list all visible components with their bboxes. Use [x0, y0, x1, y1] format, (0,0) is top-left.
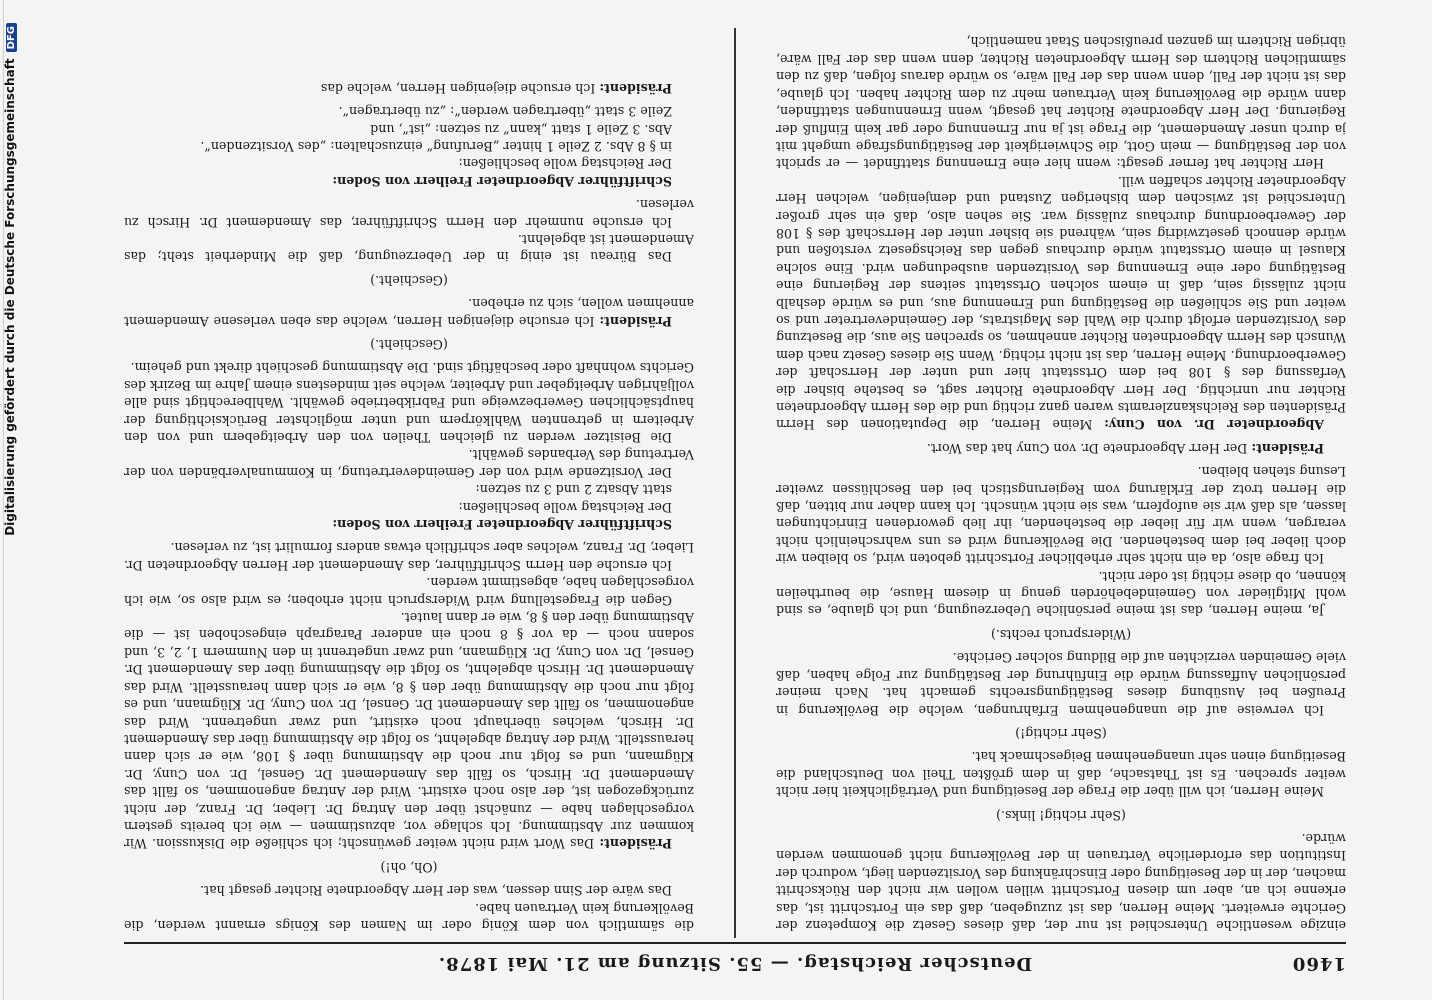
paragraph-text: Der Reichstag wolle beschließen: [458, 499, 672, 515]
paragraph-text: die sämmtlich von dem König oder im Namen des Königs ernannt werden, die Bevölkerung kein Vertrauen habe. [124, 900, 694, 933]
paragraph [776, 439, 1346, 456]
paragraph [776, 567, 1346, 619]
paragraph-text: Das wäre der Sinn dessen, was der Herr Abgeordnete Richter gesagt hat. [200, 883, 672, 899]
paragraph [776, 649, 1346, 719]
paragraph-text: in § 8 Abs. 2 Zeile 1 hinter „Berufung“ einzuschalten: „des Vorsitzenden“. [200, 138, 672, 154]
paragraph [124, 79, 694, 96]
paragraph [124, 138, 694, 155]
paragraph [776, 33, 1346, 172]
interjection [776, 626, 1346, 643]
paragraph [776, 463, 1346, 567]
credit-text: Digitalisierung gefördert durch die Deutsche Forschungsgemeinschaft [3, 58, 17, 536]
paragraph-text: einzige wesentliche Unterschied ist nur der, daß dieses Gesetz die Kompetenz der Gerichte erweitert. Meine Herren, das ist zuzugeben, daß das ein Fortschritt ist, das erkenne ich an, aber um diesen Fortschritt willen wollen wir nicht den Rückschritt machen, der in der Beseitigung oder Einschränkung des Vorsitzenden liegt, wodurch der Institution das erforderliche Vertrauen in der Bevölkerung nicht genommen werden würde. [776, 830, 1346, 933]
interjection [776, 725, 1346, 742]
paragraph-text: Ich ersuche den Herrn Schriftführer, das Amendement der Herren Abgeordneten Dr. Lieber, Dr. Franz, welches aber schriftlich etwas anders formulirt ist, zu verlesen. [124, 540, 694, 573]
paragraph-text: (Sehr richtig! links.) [996, 807, 1126, 823]
interjection [124, 336, 694, 353]
paragraph [124, 574, 694, 609]
column-rule [734, 28, 736, 938]
paragraph [124, 539, 694, 574]
page-body [124, 18, 1346, 978]
paragraph-text: Herr Richter hat ferner gesagt: wenn hier eine Ernennung stattfindet — er spricht von der Bestätigung — mein Gott, die Schwierigkeit der Bestätigungsfrage umgeht mit ja durch unser Amendement, die Frage ist ja nur Ernennung oder gar kein Einfluß der Regierung. Der Herr Abgeordnete Richter hat gesagt, wenn Ernennungen stattfinden, dann würde die Bevölkerung kein Vertrauen mehr zu dem Richter haben. Ich glaube, das ist nicht der Fall, denn wenn das der Fall wäre, so würde daraus folgen, daß zu den sämmtlichen Richtern des Herrn Abgeordneten Richter, denn wenn das der Fall wäre, übrigen Richtern im ganzen preußischen Staat namentlich, [776, 34, 1346, 172]
speaker-label: Präsident: [599, 80, 672, 96]
paragraph-text: Das Büreau ist einig in der Ueberzeugung, daß die Minderheit steht; das Amendement ist abgelehnt. [124, 231, 694, 265]
digitization-credit [3, 23, 21, 963]
paragraph [124, 231, 694, 266]
paragraph [124, 155, 694, 172]
paragraph-text: statt Absatz 2 und 3 zu setzen: [475, 482, 672, 498]
page-number: 1460 [1291, 953, 1346, 974]
paragraph-text: Ich frage also, da ein nicht sehr erheblicher Fortschritt geboten wird, so bleiben wir doch lieber bei dem bestehenden. Die Bevölkerung wird es uns wahrscheinlich nicht verargen, wenn wir für lieber die bestehenden, ihr lieb gewordenen Einrichtungen lassen, als daß wir sie aufopfern, was sie nicht wünscht. Ich kann daher nur bitten, daß die Herren trotz der Erklärung vom Regierungstisch bei den Beschlüssen zweiter Lesung stehen bleiben. [776, 464, 1346, 567]
paragraph [124, 103, 694, 120]
paragraph-text: Das Wort wird nicht weiter gewünscht; ich schließe die Diskussion. Wir kommen zur Abstimmung. Ich schlage vor, abzustimmen — wie ich bereits gestern vorgeschlagen habe — zunächst über den Antrag Dr. Lieber, Dr. Franz, der nicht zurückgezogen ist, der also noch existirt. Wird der Antrag angenommen, so fällt das Amendement Dr. Hirsch, so fällt das Amendement Dr. Gensel, Dr. von Cuny, Dr. Klügmann, und es folgt nur noch die Abstimmung über § 108, wie er sich dann herausstellt. Wird der Antrag abgelehnt, so folgt die Abstimmung über das Amendement Dr. Hirsch, welches überhaupt noch existirt, und zwar ungetrennt. Wird das angenommen, so fällt das Amendement Dr. Gensel, Dr. von Cuny, Dr. Klügmann, und es folgt nur noch die Abstimmung über den § 8, wie er sich dann herausstellt. Wird das Amendement Dr. Hirsch abgelehnt, so folgt die Abstimmung über das Amendement Dr. Gensel, Dr. von Cuny, Dr. Klügmann, und zwar ungetrennt in den Nummern 1, 2, 3, und sodann noch — da vor § 8 noch ein anderer Paragraph eingeschoben ist — die Abstimmung über den § 8, wie er dann lautet. [124, 610, 694, 852]
page-title: Deutscher Reichstag. — 55. Sitzung am 21. Mai 1878. [437, 953, 1033, 974]
paragraph-text: (Geschieht.) [370, 337, 448, 352]
paragraph-text: Ich ersuche diejenigen Herren, welche das [320, 80, 596, 96]
speaker-label: Präsident: [599, 313, 672, 329]
paragraph [124, 446, 694, 481]
paragraph-text: Ich ersuche nunmehr den Herrn Schriftführer, das Amendement Dr. Hirsch zu verlesen. [124, 197, 694, 230]
interjection [776, 806, 1346, 823]
speaker-label: Abgeordneter Dr. von Cuny: [1104, 417, 1324, 433]
paragraph [124, 295, 694, 330]
paragraph-text: Abs. 3 Zeile 1 statt „kann“ zu setzen: „ist“, und [370, 121, 672, 137]
paragraph [124, 498, 694, 515]
left-column [776, 28, 1346, 934]
paragraph [124, 516, 694, 533]
paragraph [124, 899, 694, 934]
interjection [124, 271, 694, 288]
page-header [124, 946, 1346, 978]
paragraph-text: Ich verweise auf die unangenehmen Erfahrungen, welche die Bevölkerung in Preußen bei Ausübung dieses Bestätigungsrechts gemacht hat. Nach meiner persönlichen Auffassung würde die Einführung der Bestätigung zur Folge haben, daß viele Gemeinden verzichten auf die Bildung solcher Gerichte. [776, 650, 1346, 718]
right-column [124, 28, 694, 934]
paragraph [124, 609, 694, 853]
paragraph-text: (Oh, oh!) [380, 859, 438, 875]
speaker-label: Präsident: [599, 836, 672, 852]
paragraph-text: Ich ersuche diejenigen Herren, welche das eben verlesene Amendement annehmen wollen, sich zu erheben. [124, 296, 694, 329]
paragraph-text: Ja, meine Herren, das ist meine persönliche Ueberzeugung, und ich glaube, es sind wohl Mitglieder von Gemeindebehörden genug in diesem Hause, die beurtheilen können, ob diese richtig ist oder nicht. [776, 568, 1346, 619]
paragraph [124, 120, 694, 137]
paragraph-text: (Geschieht.) [370, 272, 448, 288]
paragraph [776, 748, 1346, 800]
paragraph-text: Der Reichstag wolle beschließen: [458, 156, 672, 172]
paragraph [124, 196, 694, 231]
header-rule [124, 942, 1346, 944]
paragraph [776, 830, 1346, 934]
paragraph [124, 172, 694, 189]
paragraph-text: Der Vorsitzende wird von der Gemeindevertretung, in Kommunalverbänden von der Vertretung des Verbandes gewählt. [124, 447, 694, 480]
paragraph [124, 359, 694, 446]
speaker-label: Schriftführer Abgeordneter Freiherr von Soden: [332, 517, 672, 533]
paragraph [124, 882, 694, 899]
paragraph [776, 172, 1346, 433]
paragraph-text: Die Beisitzer werden zu gleichen Theilen von den Arbeitgebern und von den Arbeitern in getrennten Wahlkörpern und unter möglichster Berücksichtigung der hauptsächlichen Gewerbezweige und Fabrikbetriebe gewählt. Wahlberechtigt sind alle volljährigen Arbeitgeber und Arbeiter, welche seit mindestens einem Jahre im Bezirk des Gerichts wohnhaft oder beschäftigt sind. Die Abstimmung geschieht direkt und geheim. [124, 360, 694, 446]
paragraph-text: Meine Herren, die Deputationen des Herrn Präsidenten des Reichskanzleramts waren ganz richtig und die des Herrn Abgeordneten Richter nur unrichtig. Der Herr Abgeordnete Richter sagt, es bestehe bisher die Verfassung des § 108 bei dem Ortsstatut hier und unter der Herrschaft der Gewerbeordnung. Meine Herren, das ist nicht richtig. Wenn Sie dieses Gesetz nach dem Wunsch des Herrn Abgeordneten Richter annehmen, so sprechen Sie aus, die Besetzung des Vorsitzenden erfolgt durch die Wahl des Magistrats, der Gemeindevertreter und so weiter und Sie schließen die Bestätigung und Ernennung aus, und es würde deshalb nicht zulässig sein, daß in einem solchen Ortsstatut seitens der Regierung eine Bestätigung oder eine Ernennung des Vorsitzenden ausbedungen wird. Eine solche Klausel in einem Ortsstatut würde durchaus gegen das Reichsgesetz verstoßen und würde dennoch gesetzwidrig sein, während sie bisher unter der Herrschaft des § 108 der Gewerbeordnung durchaus zulässig war. Sie sehen also, daß ein sehr großer Unterschied ist zwischen dem bisherigen Zustand und demjenigen, welchen Herr Abgeordneter Richter schaffen will. [776, 173, 1346, 433]
speaker-label: Präsident: [1251, 440, 1324, 456]
dfg-logo: DFG [6, 23, 17, 52]
paragraph-text: Gegen die Fragestellung wird Widerspruch nicht erhoben; es wird also so, wie ich vorgeschlagen habe, abgestimmt werden. [124, 575, 694, 608]
paragraph-text: Meine Herren, ich will über die Frage der Beseitigung und Verträglichkeit hier nicht weiter sprechen. Es ist Thatsache, daß in dem größten Theil von Deutschland die Beseitigung einen sehr unangenehmen Beigeschmack hat. [776, 749, 1346, 800]
paragraph-text: Zeile 3 statt „übertragen werden“: „zu übertragen“. [338, 104, 672, 120]
paragraph-text: (Sehr richtig!) [1015, 725, 1107, 741]
paragraph [124, 481, 694, 498]
interjection [124, 858, 694, 875]
speaker-label: Schriftführer Abgeordneter Freiherr von Soden: [332, 173, 672, 189]
paragraph-text: Der Herr Abgeordnete Dr. von Cuny hat das Wort. [926, 440, 1248, 456]
paragraph-text: (Widerspruch rechts.) [990, 626, 1132, 642]
